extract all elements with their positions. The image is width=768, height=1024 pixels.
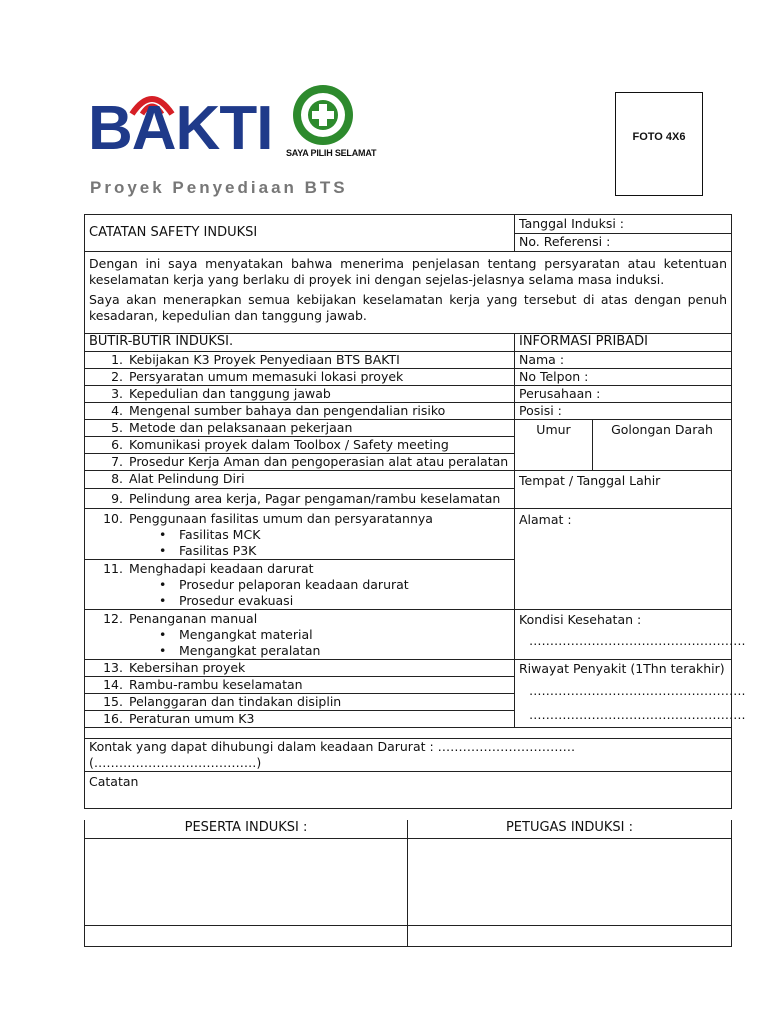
list-item: 6. Komunikasi proyek dalam Toolbox / Safety meeting [85,437,515,454]
nama-field[interactable]: Nama : [515,352,732,369]
safety-induction-form [84,214,746,809]
petugas-header: PETUGAS INDUKSI : [408,820,732,838]
photo-label: FOTO 4X6 [632,131,686,143]
list-item: 14. Rambu-rambu keselamatan [85,677,515,694]
kontak-darurat-field[interactable]: Kontak yang dapat dihubungi dalam keadaan Darurat : …………………………… (…………………………………) [85,739,732,772]
info-header: INFORMASI PRIBADI [515,334,732,352]
emblem-caption: SAYA PILIH SELAMAT [286,148,377,158]
form-title: CATATAN SAFETY INDUKSI [85,215,515,252]
statement-2: Saya akan menerapkan semua kebijakan keselamatan kerja yang tersebut di atas dengan penuh kesadaran, kepedulian dan tanggung jawab. [89,292,727,323]
sub-item: • Mengangkat material [89,627,510,643]
signature-table [84,820,732,947]
spacer-row [85,728,732,739]
k3-emblem-icon [290,82,356,148]
list-item: 9. Pelindung area kerja, Pagar pengaman/rambu keselamatan [85,489,515,509]
riwayat-field[interactable]: Riwayat Penyakit (1Thn terakhir) ……………………………………………. ……………………………………………. [515,660,732,728]
list-item: 4. Mengenal sumber bahaya dan pengendalian risiko [85,403,515,420]
list-item: 7. Prosedur Kerja Aman dan pengoperasian alat atau peralatan [85,454,515,471]
petugas-name-box[interactable] [408,925,732,946]
statement-1: Dengan ini saya menyatakan bahwa menerima penjelasan tentang persyaratan atau ketentuan keselamatan kerja yang berlaku di proyek ini dengan sejelas-jelasnya selama masa induksi. [89,256,727,287]
sub-item: • Fasilitas MCK [89,527,510,543]
sub-item: • Prosedur pelaporan keadaan darurat [89,577,510,593]
list-item: 15. Pelanggaran dan tindakan disiplin [85,694,515,711]
list-item: 8. Alat Pelindung Diri [85,471,515,489]
list-item: 10. Penggunaan fasilitas umum dan persyaratannya • Fasilitas MCK • Fasilitas P3K [85,509,515,560]
golongan-darah-field[interactable]: Golongan Darah [593,420,732,471]
list-item: 1. Kebijakan K3 Proyek Penyediaan BTS BAKTI [85,352,515,369]
perusahaan-field[interactable]: Perusahaan : [515,386,732,403]
photo-box [615,92,703,196]
sub-item: • Mengangkat peralatan [89,643,510,659]
project-subtitle: Proyek Penyediaan BTS [90,178,348,197]
telpon-field[interactable]: No Telpon : [515,369,732,386]
no-referensi-field[interactable]: No. Referensi : [519,234,611,249]
list-item: 3. Kepedulian dan tanggung jawab [85,386,515,403]
peserta-header: PESERTA INDUKSI : [85,820,408,838]
posisi-field[interactable]: Posisi : [515,403,732,420]
butir-header: BUTIR-BUTIR INDUKSI. [85,334,515,352]
catatan-field[interactable]: Catatan [85,772,732,809]
sub-item: • Fasilitas P3K [89,543,510,559]
ttl-field[interactable]: Tempat / Tanggal Lahir [515,471,732,509]
list-item: 5. Metode dan pelaksanaan pekerjaan [85,420,515,437]
bakti-logo: BAKTI [88,94,273,163]
list-item: 12. Penanganan manual • Mengangkat material • Mengangkat peralatan [85,610,515,660]
list-item: 16. Peraturan umum K3 [85,711,515,728]
list-item: 11. Menghadapi keadaan darurat • Prosedur pelaporan keadaan darurat • Prosedur evakuasi [85,560,515,610]
peserta-signature-box[interactable] [85,838,408,925]
alamat-field[interactable]: Alamat : [515,509,732,610]
list-item: 2. Persyaratan umum memasuki lokasi proyek [85,369,515,386]
list-item: 13. Kebersihan proyek [85,660,515,677]
petugas-signature-box[interactable] [408,838,732,925]
sub-item: • Prosedur evakuasi [89,593,510,609]
umur-field[interactable]: Umur [515,420,593,471]
kondisi-field[interactable]: Kondisi Kesehatan : ……………………………………………. [515,610,732,660]
peserta-name-box[interactable] [85,925,408,946]
tanggal-induksi-field[interactable]: Tanggal Induksi : [515,215,731,234]
